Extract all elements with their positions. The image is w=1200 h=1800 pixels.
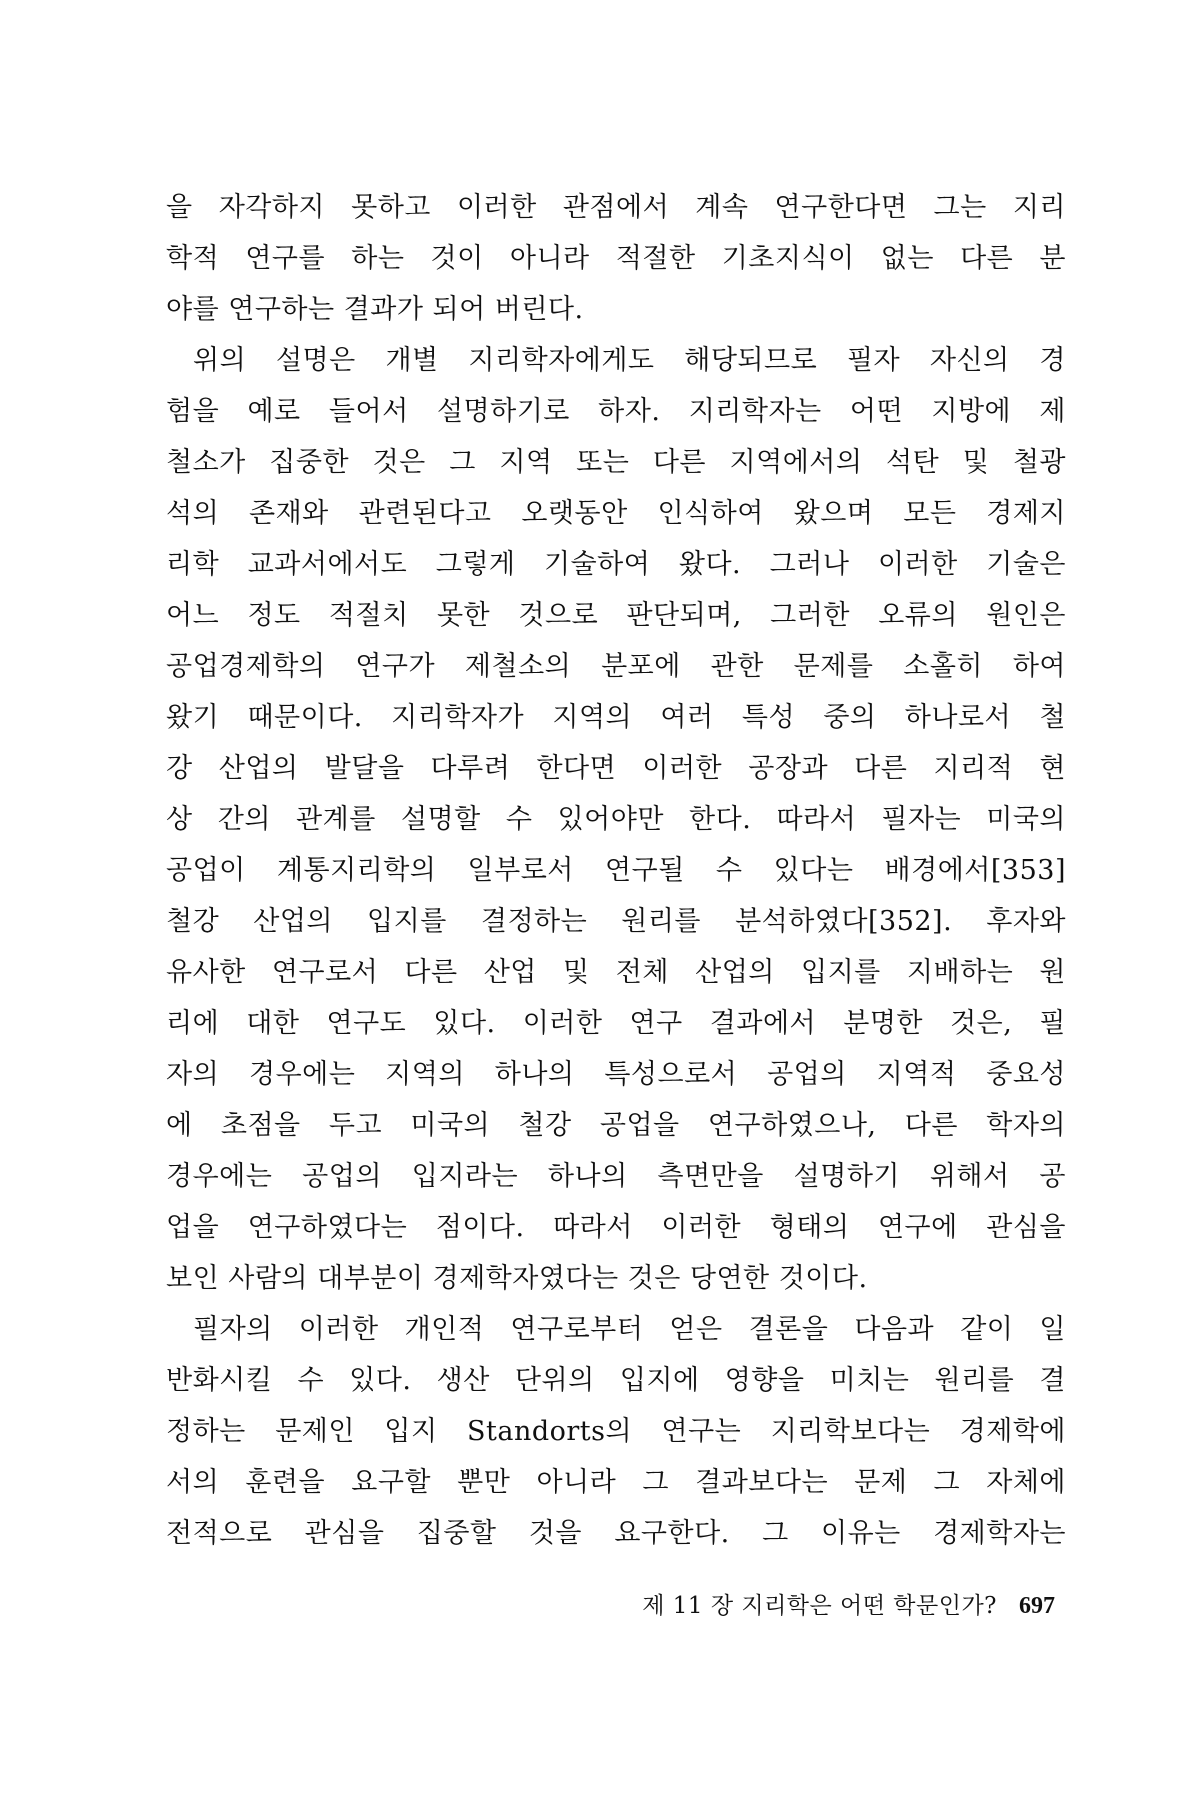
chapter-title: 제 11 장 지리학은 어떤 학문인가? xyxy=(642,1593,997,1619)
paragraph-start-line: 필자의 이러한 개인적 연구로부터 얻은 결론을 다음과 같이 일 xyxy=(193,1314,1066,1345)
paragraph-start-line: 위의 설명은 개별 지리학자에게도 해당되므로 필자 자신의 경 xyxy=(193,345,1066,376)
running-footer xyxy=(642,1587,1055,1620)
body-text xyxy=(166,182,1066,1559)
text-line: 철소가 집중한 것은 그 지역 또는 다른 지역에서의 석탄 및 철광 xyxy=(166,447,1066,478)
text-line: 리학 교과서에서도 그렇게 기술하여 왔다. 그러나 이러한 기술은 xyxy=(166,549,1066,580)
text-line: 왔기 때문이다. 지리학자가 지역의 여러 특성 중의 하나로서 철 xyxy=(166,702,1066,733)
text-line: 업을 연구하였다는 점이다. 따라서 이러한 형태의 연구에 관심을 xyxy=(166,1212,1066,1243)
text-line: 학적 연구를 하는 것이 아니라 적절한 기초지식이 없는 다른 분 xyxy=(166,243,1066,274)
text-line: 보인 사람의 대부분이 경제학자였다는 것은 당연한 것이다. xyxy=(166,1263,868,1294)
text-line: 경우에는 공업의 입지라는 하나의 측면만을 설명하기 위해서 공 xyxy=(166,1161,1066,1192)
text-line: 리에 대한 연구도 있다. 이러한 연구 결과에서 분명한 것은, 필 xyxy=(166,1008,1066,1039)
text-line: 에 초점을 두고 미국의 철강 공업을 연구하였으나, 다른 학자의 xyxy=(166,1110,1066,1141)
text-line: 상 간의 관계를 설명할 수 있어야만 한다. 따라서 필자는 미국의 xyxy=(166,804,1066,835)
text-line: 공업경제학의 연구가 제철소의 분포에 관한 문제를 소홀히 하여 xyxy=(166,651,1066,682)
text-line: 자의 경우에는 지역의 하나의 특성으로서 공업의 지역적 중요성 xyxy=(166,1059,1066,1090)
text-line: 험을 예로 들어서 설명하기로 하자. 지리학자는 어떤 지방에 제 xyxy=(166,396,1066,427)
text-line: 을 자각하지 못하고 이러한 관점에서 계속 연구한다면 그는 지리 xyxy=(166,192,1066,223)
text-line: 석의 존재와 관련된다고 오랫동안 인식하여 왔으며 모든 경제지 xyxy=(166,498,1066,529)
text-line: 반화시킬 수 있다. 생산 단위의 입지에 영향을 미치는 원리를 결 xyxy=(166,1365,1066,1396)
text-line: 공업이 계통지리학의 일부로서 연구될 수 있다는 배경에서[353] xyxy=(166,855,1066,886)
text-line: 어느 정도 적절치 못한 것으로 판단되며, 그러한 오류의 원인은 xyxy=(166,600,1066,631)
text-line: 철강 산업의 입지를 결정하는 원리를 분석하였다[352]. 후자와 xyxy=(166,906,1066,937)
text-line: 서의 훈련을 요구할 뿐만 아니라 그 결과보다는 문제 그 자체에 xyxy=(166,1467,1066,1498)
page-number: 697 xyxy=(1019,1593,1055,1619)
text-line: 전적으로 관심을 집중할 것을 요구한다. 그 이유는 경제학자는 xyxy=(166,1518,1066,1549)
text-line: 강 산업의 발달을 다루려 한다면 이러한 공장과 다른 지리적 현 xyxy=(166,753,1066,784)
text-line: 정하는 문제인 입지 Standorts의 연구는 지리학보다는 경제학에 xyxy=(166,1416,1066,1447)
text-line: 야를 연구하는 결과가 되어 버린다. xyxy=(166,294,584,325)
text-line: 유사한 연구로서 다른 산업 및 전체 산업의 입지를 지배하는 원 xyxy=(166,957,1066,988)
